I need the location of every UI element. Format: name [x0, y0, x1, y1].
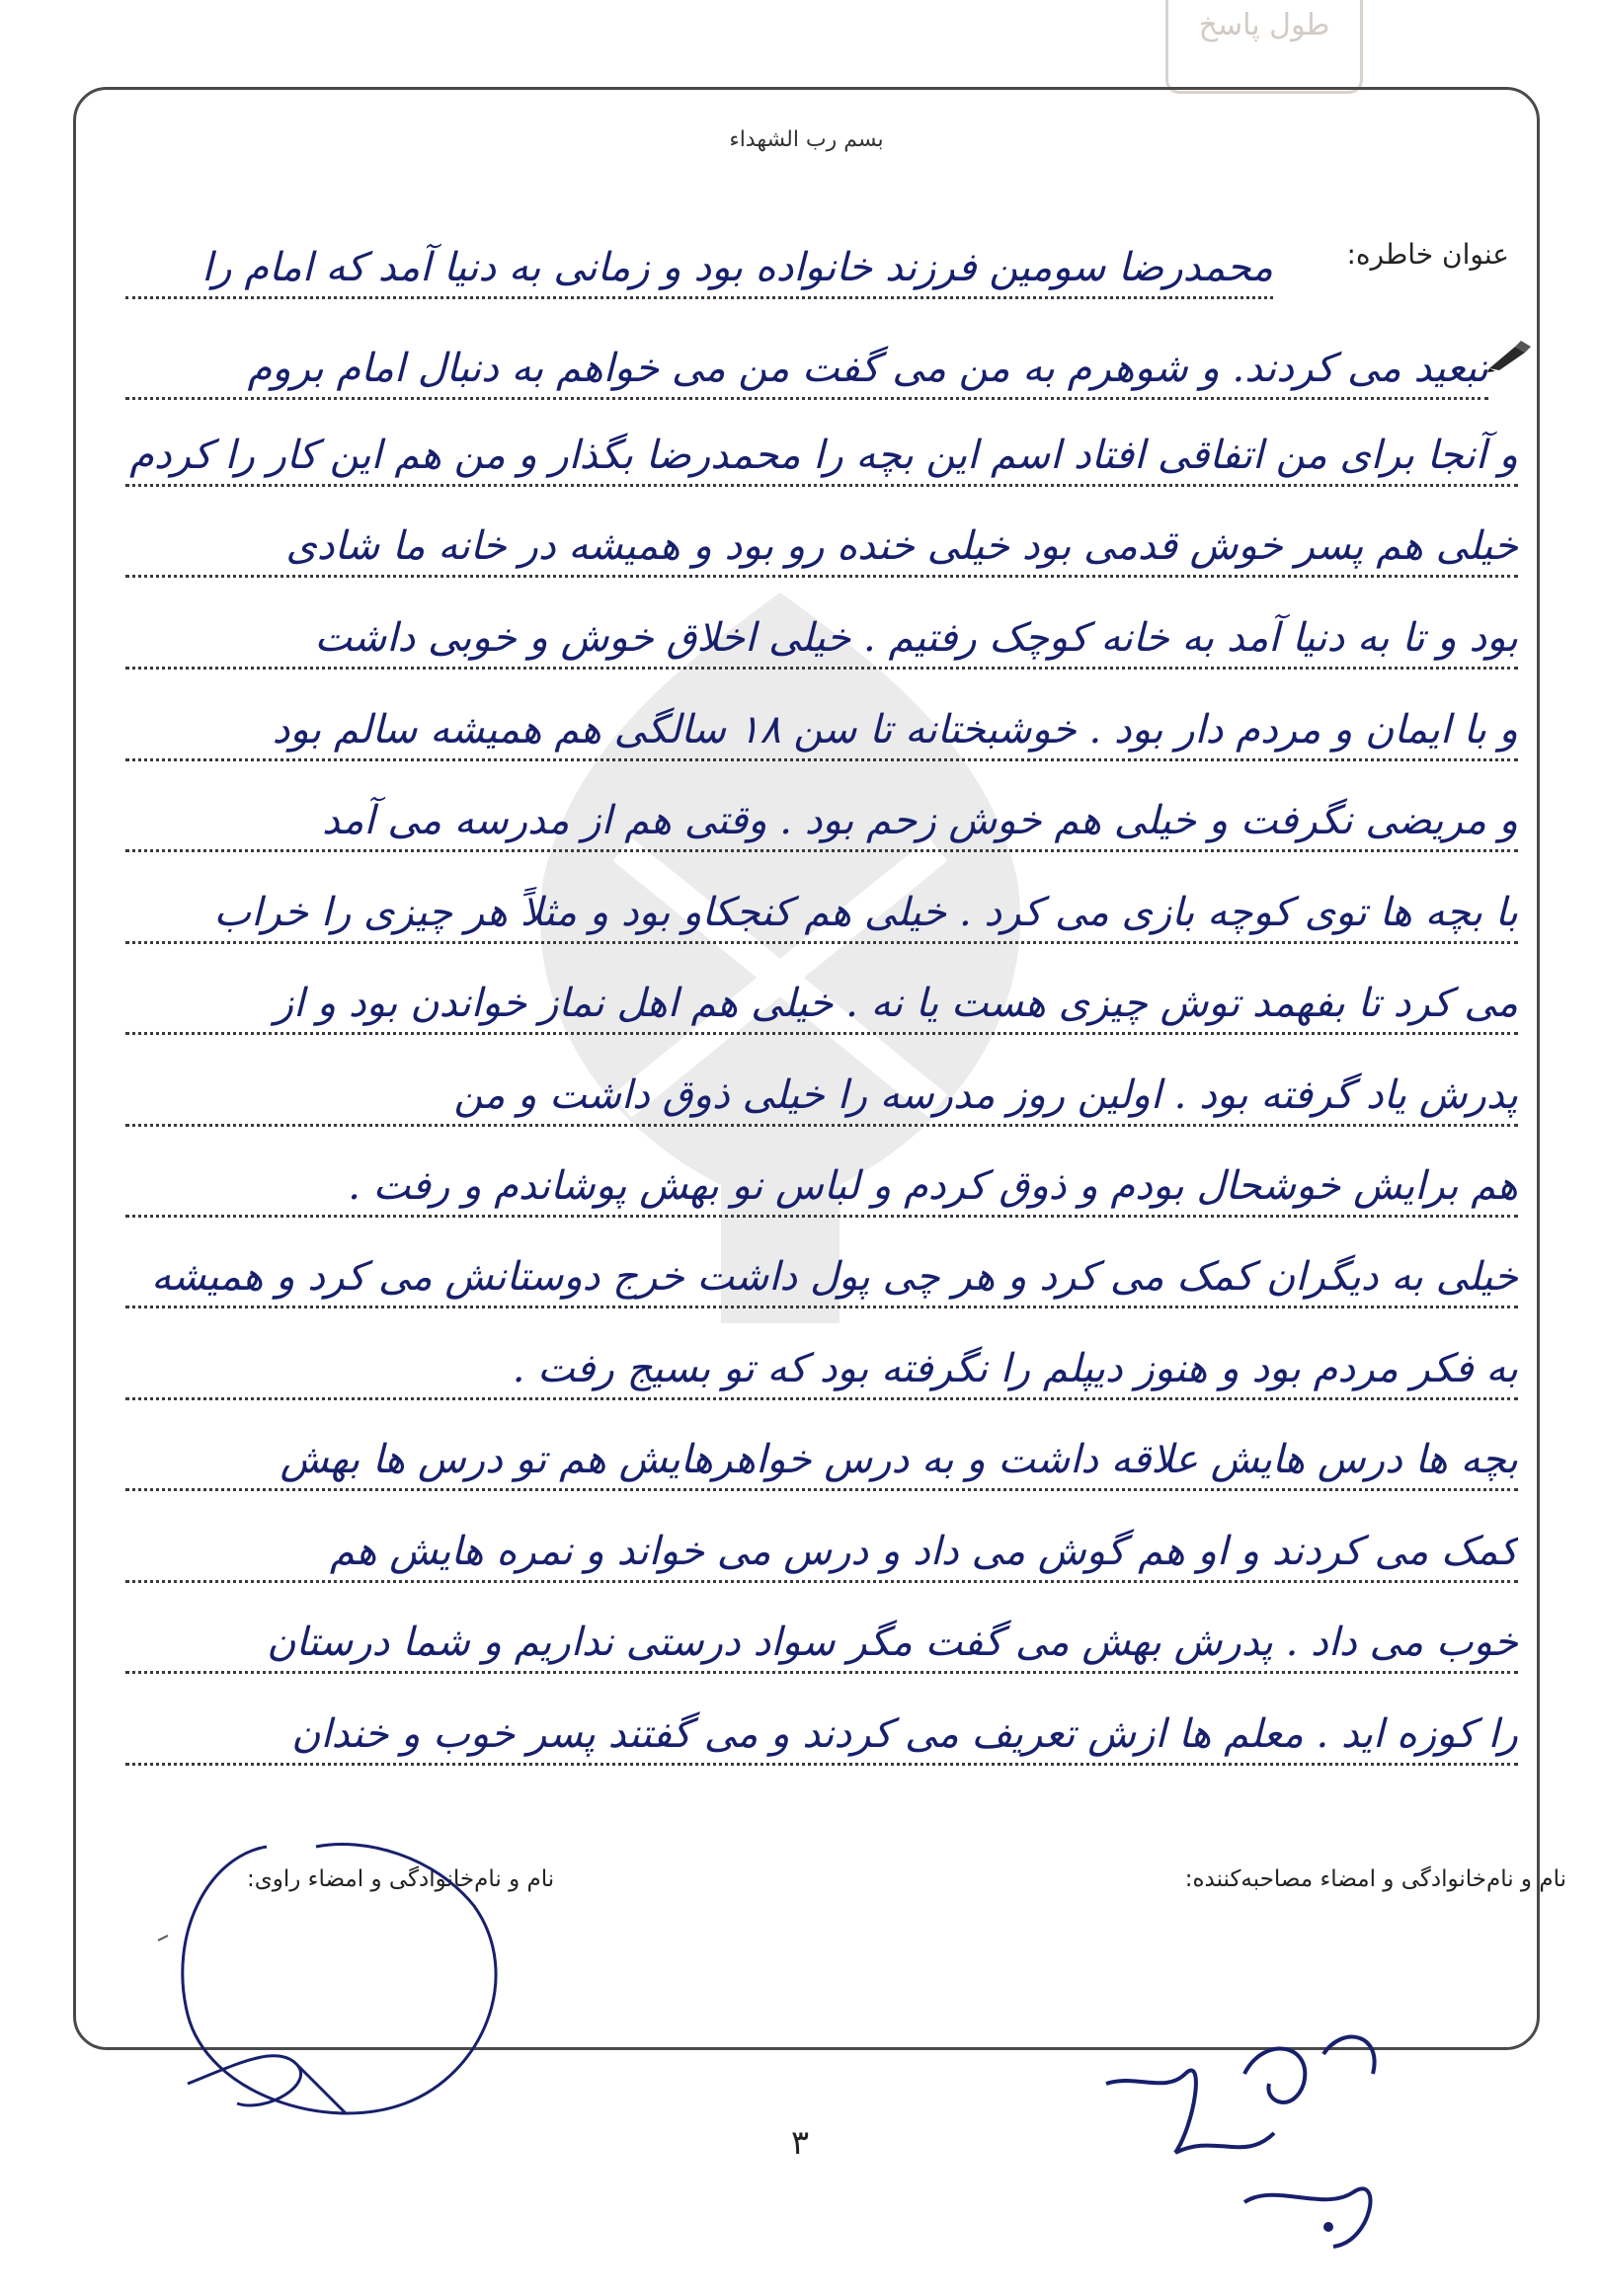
memoir-line: پدرش یاد گرفته بود . اولین روز مدرسه را خیلی ذوق داشت و من — [125, 1066, 1518, 1127]
memoir-line: هم برایش خوشحال بودم و ذوق کردم و لباس نو بهش پوشاندم و رفت . — [125, 1156, 1518, 1218]
memoir-line: با بچه ها توی کوچه بازی می کرد . خیلی هم کنجکاو بود و مثلاً هر چیزی را خراب — [125, 883, 1518, 944]
narrator-signature-label: نام و نام‌خانوادگی و امضاء راوی: — [247, 1866, 555, 1892]
approval-stamp — [1165, 0, 1363, 94]
memoir-line: خیلی به دیگران کمک می کرد و هر چی پول داشت خرج دوستانش می کرد و همیشه — [125, 1247, 1518, 1308]
memoir-line: به فکر مردم بود و هنوز دیپلم را نگرفته بود که تو بسیج رفت . — [125, 1339, 1518, 1400]
memoir-line: خوب می داد . پدرش بهش می گفت مگر سواد درستی نداریم و شما درستان — [125, 1613, 1518, 1674]
page-number: ۳ — [790, 2123, 810, 2163]
handwritten-lines — [76, 90, 1537, 2047]
stamp-text: طول پاسخ — [1198, 8, 1330, 42]
memoir-line: را کوزه اید . معلم ها ازش تعریف می کردند و می گفتند پسر خوب و خندان — [125, 1704, 1518, 1766]
memoir-line: خیلی هم پسر خوش قدمی بود خیلی خنده رو بود و همیشه در خانه ما شادی — [125, 516, 1518, 578]
memoir-line: و مریضی نگرفت و خیلی هم خوش زحم بود . وقتی هم از مدرسه می آمد — [125, 791, 1518, 852]
memoir-line: و با ایمان و مردم دار بود . خوشبختانه تا سن ۱۸ سالگی هم همیشه سالم بود — [125, 700, 1518, 761]
subject-label: عنوان خاطره: — [1346, 238, 1509, 271]
memoir-line: و آنجا برای من اتفاقی افتاد اسم این بچه را محمدرضا بگذار و من هم این کار را کردم — [125, 426, 1518, 487]
memoir-form — [73, 87, 1540, 2050]
memoir-line: محمدرضا سومین فرزند خانواده بود و زمانی به دنیا آمد که امام را — [125, 238, 1273, 299]
page-header: بسم رب الشهداء — [729, 127, 884, 152]
interviewer-signature-label: نام و نام‌خانوادگی و امضاء مصاحبه‌کننده: — [1184, 1866, 1566, 1892]
interviewer-signature — [1096, 2015, 1422, 2261]
memoir-line: بود و تا به دنیا آمد به خانه کوچک رفتیم . خیلی اخلاق خوش و خوبی داشت — [125, 608, 1518, 670]
memoir-line: تبعید می کردند. و شوهرم به من می گفت من می خواهم به دنبال امام بروم — [125, 339, 1488, 400]
memoir-line: کمک می کردند و او هم گوش می داد و درس می خواند و نمره هایش هم — [125, 1522, 1518, 1583]
memoir-line: بچه ها درس هایش علاقه داشت و به درس خواهرهایش هم تو درس ها بهش — [125, 1430, 1518, 1491]
memoir-line: می کرد تا بفهمد توش چیزی هست یا نه . خیلی هم اهل نماز خواندن بود و از — [125, 974, 1518, 1035]
